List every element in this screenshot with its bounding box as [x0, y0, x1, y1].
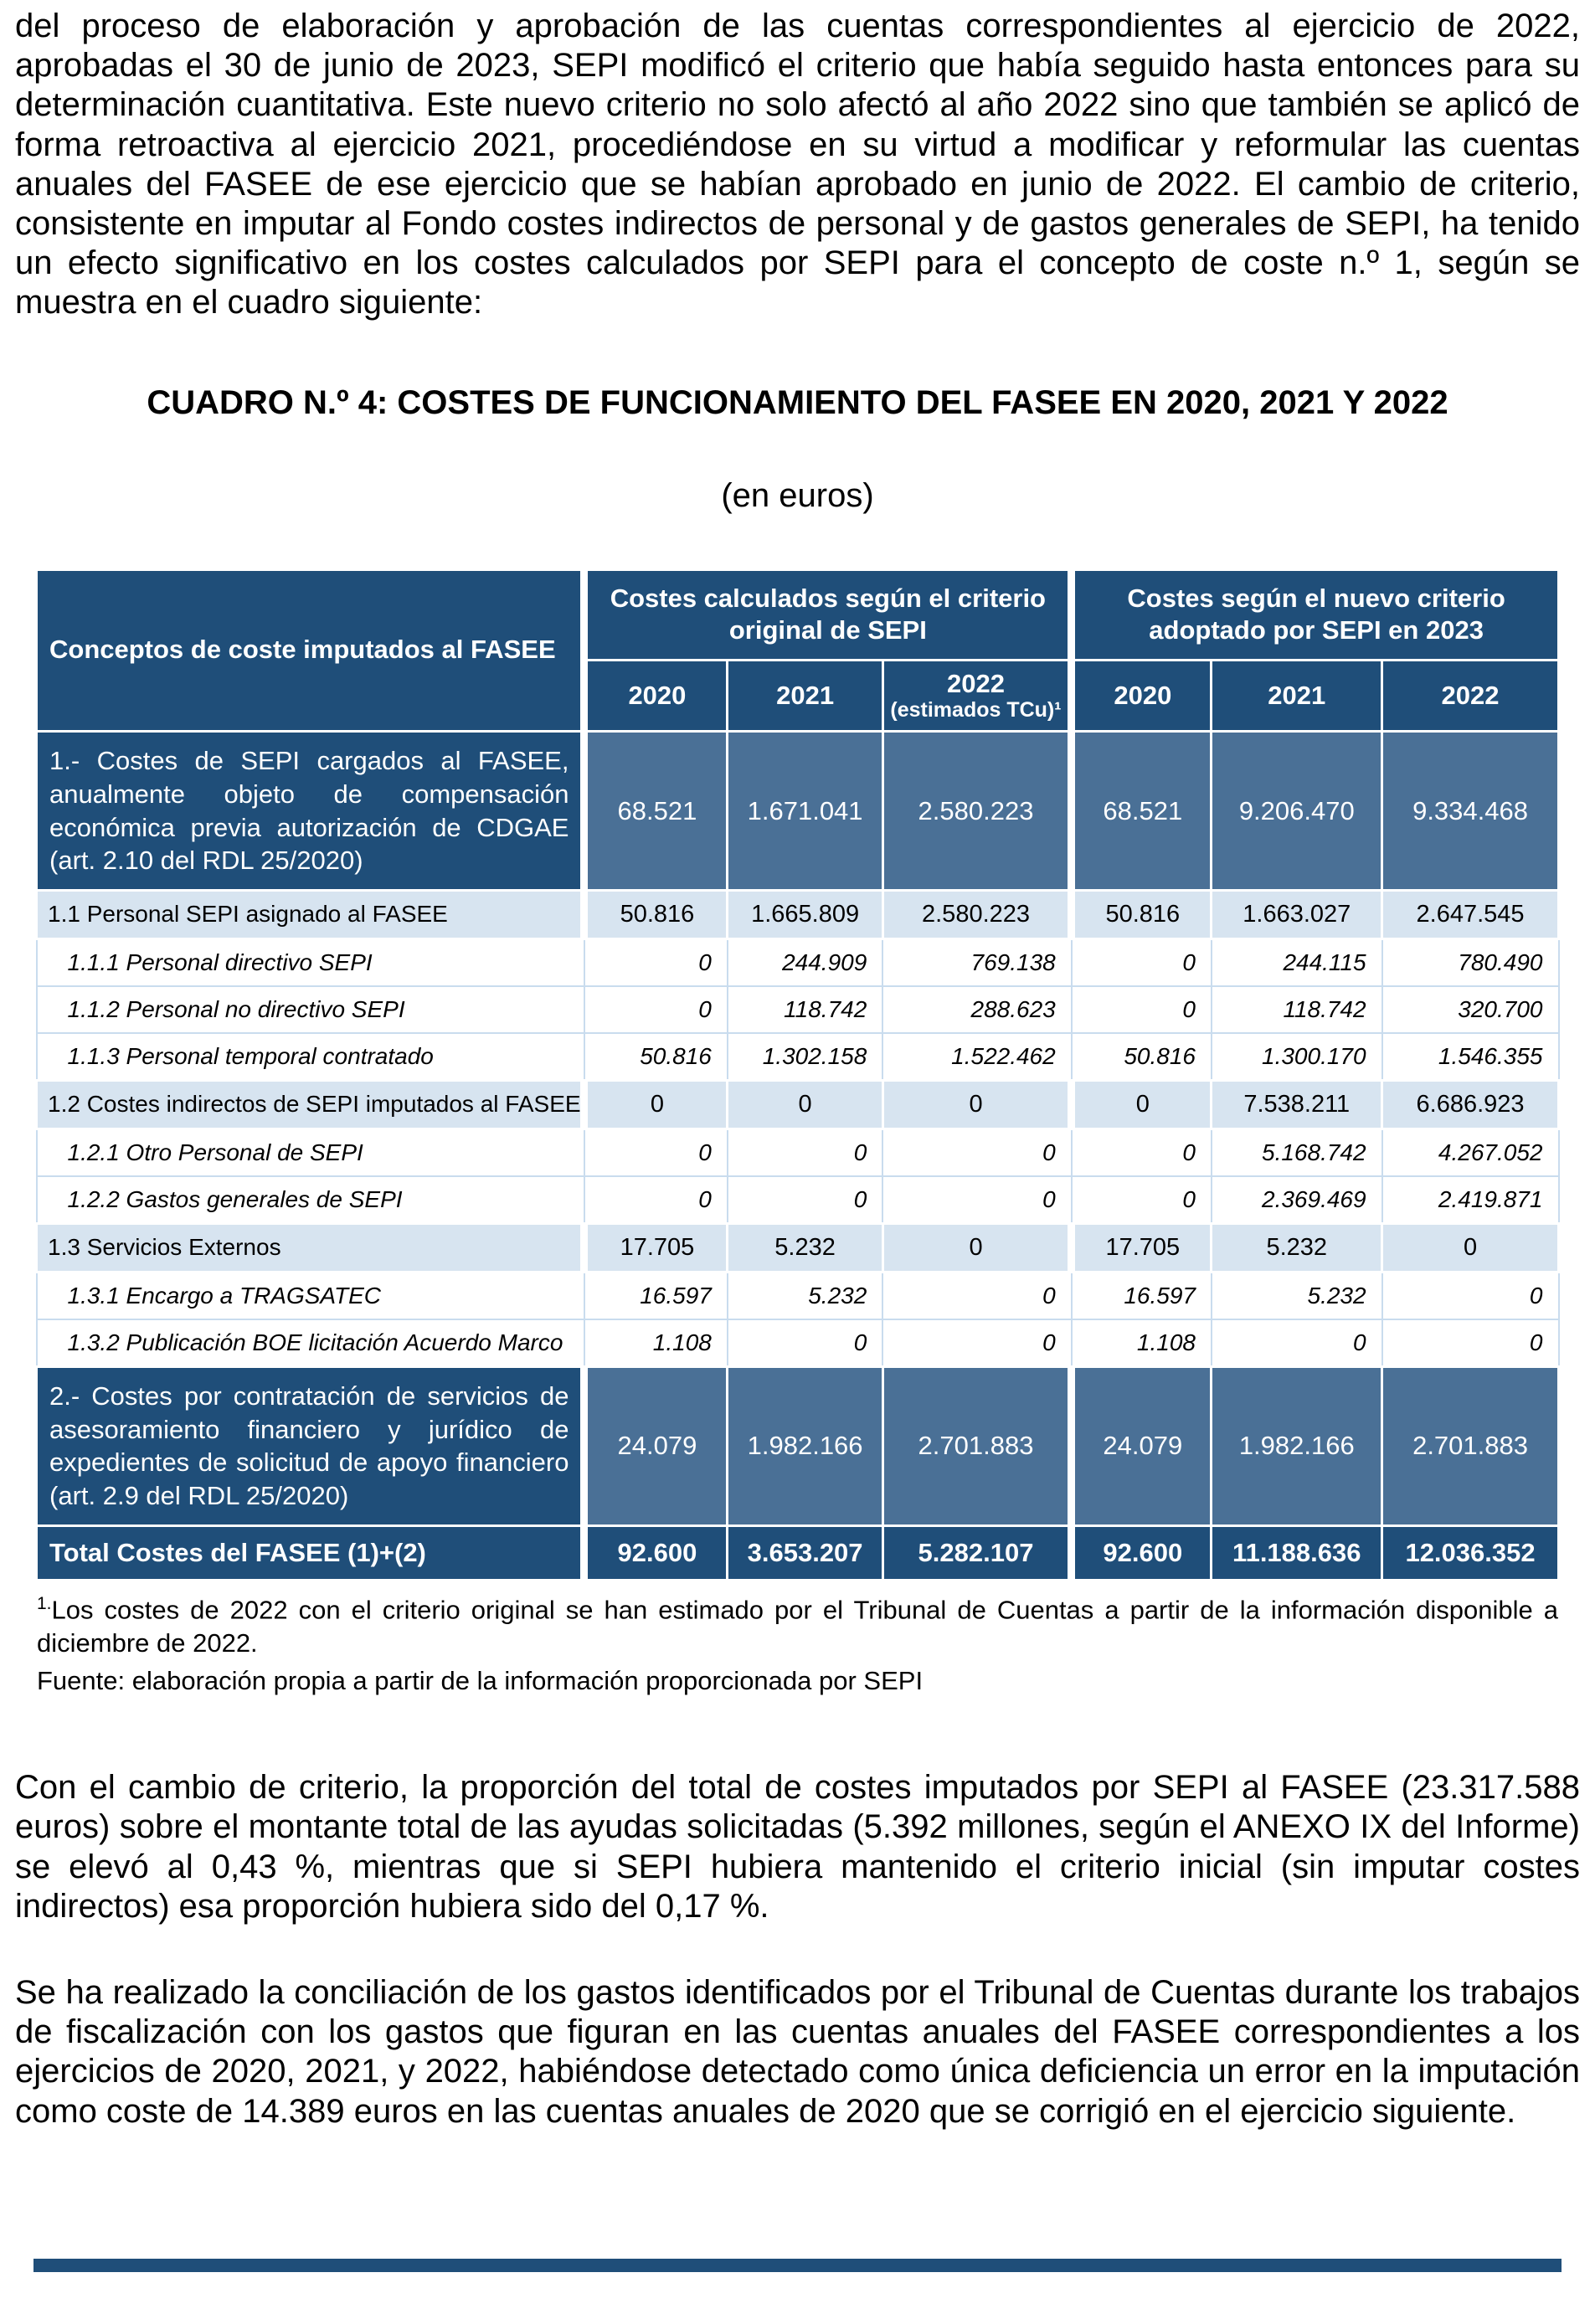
value-cell: 0	[882, 1176, 1071, 1224]
year-header-g2-2021: 2021	[1212, 661, 1382, 732]
year-label: 2022	[947, 669, 1005, 698]
value-cell: 92.600	[1072, 1525, 1212, 1580]
year-header-g1-2022-estimated	[882, 661, 1071, 732]
row-label: 1.2.1 Otro Personal de SEPI	[37, 1129, 584, 1176]
value-cell: 5.168.742	[1212, 1129, 1382, 1176]
value-cell: 2.701.883	[1382, 1366, 1559, 1525]
value-cell: 0	[1072, 986, 1212, 1033]
row-label: 1.1.3 Personal temporal contratado	[37, 1033, 584, 1081]
row-label: 1.2 Costes indirectos de SEPI imputados al FASEE	[37, 1080, 584, 1129]
value-cell: 1.671.041	[728, 732, 882, 891]
value-cell: 1.302.158	[728, 1033, 882, 1081]
table-row-1-3-2	[37, 1319, 1559, 1367]
value-cell: 288.623	[882, 986, 1071, 1033]
value-cell: 9.334.468	[1382, 732, 1559, 891]
value-cell: 320.700	[1382, 986, 1559, 1033]
table-row-1-1-3	[37, 1033, 1559, 1081]
value-cell: 2.419.871	[1382, 1176, 1559, 1224]
value-cell: 0	[882, 1319, 1071, 1367]
value-cell: 1.300.170	[1212, 1033, 1382, 1081]
table-footnote	[37, 1593, 1558, 1660]
value-cell: 2.701.883	[882, 1366, 1071, 1525]
row-label: 1.3 Servicios Externos	[37, 1223, 584, 1272]
year-header-g2-2020: 2020	[1072, 661, 1212, 732]
value-cell: 2.369.469	[1212, 1176, 1382, 1224]
value-cell: 2.647.545	[1382, 890, 1559, 938]
value-cell: 16.597	[584, 1272, 728, 1319]
value-cell: 118.742	[1212, 986, 1382, 1033]
table-row-1-3-1	[37, 1272, 1559, 1319]
value-cell: 0	[1072, 1176, 1212, 1224]
row-label: 1.1.2 Personal no directivo SEPI	[37, 986, 584, 1033]
value-cell: 4.267.052	[1382, 1129, 1559, 1176]
table-row-1-1-2	[37, 986, 1559, 1033]
value-cell: 9.206.470	[1212, 732, 1382, 891]
paragraph-proportion: Con el cambio de criterio, la proporción del total de costes imputados por SEPI al FASEE (23.317.588 euros) sobre el montante total de las ayudas solicitadas (5.392 millones, según el ANEXO IX del Informe) se elevó al 0,43 %, mientras que si SEPI hubiera mantenido el criterio inicial (sin imputar costes indirectos) esa proporción hubiera sido del 0,17 %.	[15, 1769, 1580, 1925]
row-label: Total Costes del FASEE (1)+(2)	[37, 1525, 584, 1580]
value-cell: 16.597	[1072, 1272, 1212, 1319]
value-cell: 17.705	[584, 1223, 728, 1272]
value-cell: 1.982.166	[1212, 1366, 1382, 1525]
value-cell: 1.522.462	[882, 1033, 1071, 1081]
row-label: 1.1.1 Personal directivo SEPI	[37, 938, 584, 986]
value-cell: 24.079	[1072, 1366, 1212, 1525]
value-cell: 3.653.207	[728, 1525, 882, 1580]
year-header-g2-2022: 2022	[1382, 661, 1559, 732]
value-cell: 0	[584, 1176, 728, 1224]
value-cell: 5.232	[728, 1223, 882, 1272]
table-row-1-2-2	[37, 1176, 1559, 1224]
value-cell: 0	[882, 1272, 1071, 1319]
table-row-1-2-1	[37, 1129, 1559, 1176]
group1-header: Costes calculados según el criterio original de SEPI	[584, 569, 1072, 661]
value-cell: 92.600	[584, 1525, 728, 1580]
value-cell: 0	[882, 1129, 1071, 1176]
value-cell: 0	[882, 1080, 1071, 1129]
table-source: Fuente: elaboración propia a partir de la información proporcionada por SEPI	[37, 1666, 924, 1696]
value-cell: 50.816	[584, 1033, 728, 1081]
value-cell: 68.521	[1072, 732, 1212, 891]
value-cell: 0	[728, 1319, 882, 1367]
row-label: 1.3.2 Publicación BOE licitación Acuerdo Marco	[37, 1319, 584, 1367]
year-header-g1-2021: 2021	[728, 661, 882, 732]
value-cell: 780.490	[1382, 938, 1559, 986]
value-cell: 244.115	[1212, 938, 1382, 986]
value-cell: 5.232	[1212, 1223, 1382, 1272]
row-label: 1.- Costes de SEPI cargados al FASEE, anualmente objeto de compensación económica previa autorización de CDGAE (art. 2.10 del RDL 25/2020)	[37, 732, 584, 891]
value-cell: 5.232	[728, 1272, 882, 1319]
concept-column-header: Conceptos de coste imputados al FASEE	[37, 569, 584, 732]
value-cell: 0	[584, 938, 728, 986]
value-cell: 0	[584, 1129, 728, 1176]
value-cell: 0	[1382, 1319, 1559, 1367]
table-row-1	[37, 732, 1559, 891]
value-cell: 0	[584, 986, 728, 1033]
value-cell: 769.138	[882, 938, 1071, 986]
paragraph-intro: del proceso de elaboración y aprobación de las cuentas correspondientes al ejercicio de 2022, aprobadas el 30 de junio de 2023, SEPI modificó el criterio que había seguido hasta entonces para su determinación cuantitativa. Este nuevo criterio no solo afectó al año 2022 sino que también se aplicó de forma retroactiva al ejercicio 2021, procediéndose en su virtud a modificar y reformular las cuentas anuales del FASEE de ese ejercicio que se habían aprobado en junio de 2022. El cambio de criterio, consistente en imputar al Fondo costes indirectos de personal y de gastos generales de SEPI, ha tenido un efecto significativo en los costes calculados por SEPI para el concepto de coste n.º 1, según se muestra en el cuadro siguiente:	[15, 8, 1580, 321]
value-cell: 0	[1382, 1272, 1559, 1319]
value-cell: 244.909	[728, 938, 882, 986]
table-row-1-2	[37, 1080, 1559, 1129]
value-cell: 7.538.211	[1212, 1080, 1382, 1129]
value-cell: 0	[584, 1080, 728, 1129]
value-cell: 24.079	[584, 1366, 728, 1525]
footnote-text: Los costes de 2022 con el criterio original se han estimado por el Tribunal de Cuentas a partir de la información disponible a diciembre de 2022.	[37, 1594, 1558, 1658]
costs-table-wrapper	[35, 568, 1560, 1581]
value-cell: 1.665.809	[728, 890, 882, 938]
table-row-1-3	[37, 1223, 1559, 1272]
row-label: 2.- Costes por contratación de servicios de asesoramiento financiero y jurídico de expedientes de solicitud de apoyo financiero (art. 2.9 del RDL 25/2020)	[37, 1366, 584, 1525]
value-cell: 50.816	[584, 890, 728, 938]
row-label: 1.3.1 Encargo a TRAGSATEC	[37, 1272, 584, 1319]
row-label: 1.1 Personal SEPI asignado al FASEE	[37, 890, 584, 938]
footnote-marker: 1.	[37, 1593, 52, 1613]
value-cell: 1.546.355	[1382, 1033, 1559, 1081]
value-cell: 2.580.223	[882, 732, 1071, 891]
value-cell: 50.816	[1072, 890, 1212, 938]
value-cell: 11.188.636	[1212, 1525, 1382, 1580]
table-row-1-1-1	[37, 938, 1559, 986]
footer-bar	[33, 2259, 1562, 2272]
value-cell: 6.686.923	[1382, 1080, 1559, 1129]
value-cell: 1.663.027	[1212, 890, 1382, 938]
table-group-header-row	[37, 569, 1559, 661]
table-row-2	[37, 1366, 1559, 1525]
value-cell: 1.108	[1072, 1319, 1212, 1367]
value-cell: 0	[1072, 938, 1212, 986]
value-cell: 0	[728, 1080, 882, 1129]
value-cell: 118.742	[728, 986, 882, 1033]
value-cell: 0	[728, 1176, 882, 1224]
value-cell: 0	[1072, 1080, 1212, 1129]
costs-table	[35, 568, 1560, 1581]
value-cell: 0	[1382, 1223, 1559, 1272]
value-cell: 0	[1072, 1129, 1212, 1176]
value-cell: 2.580.223	[882, 890, 1071, 938]
year-estimate-note: (estimados TCu)¹	[890, 697, 1062, 722]
value-cell: 0	[1212, 1319, 1382, 1367]
value-cell: 5.232	[1212, 1272, 1382, 1319]
value-cell: 68.521	[584, 732, 728, 891]
table-row-1-1	[37, 890, 1559, 938]
table-row-total	[37, 1525, 1559, 1580]
value-cell: 5.282.107	[882, 1525, 1071, 1580]
value-cell: 17.705	[1072, 1223, 1212, 1272]
table-title: CUADRO N.º 4: COSTES DE FUNCIONAMIENTO DEL FASEE EN 2020, 2021 Y 2022	[147, 383, 1448, 421]
paragraph-reconciliation: Se ha realizado la conciliación de los gastos identificados por el Tribunal de Cuentas durante los trabajos de fiscalización con los gastos que figuran en las cuentas anuales del FASEE correspondientes a los ejercicios de 2020, 2021, y 2022, habiéndose detectado como única deficiencia un error en la imputación como coste de 14.389 euros en las cuentas anuales de 2020 que se corrigió en el ejercicio siguiente.	[15, 1974, 1580, 2130]
group2-header: Costes según el nuevo criterio adoptado por SEPI en 2023	[1072, 569, 1559, 661]
value-cell: 0	[728, 1129, 882, 1176]
year-header-g1-2020: 2020	[584, 661, 728, 732]
value-cell: 0	[882, 1223, 1071, 1272]
row-label: 1.2.2 Gastos generales de SEPI	[37, 1176, 584, 1224]
value-cell: 1.982.166	[728, 1366, 882, 1525]
table-subtitle: (en euros)	[721, 476, 874, 514]
value-cell: 1.108	[584, 1319, 728, 1367]
value-cell: 12.036.352	[1382, 1525, 1559, 1580]
value-cell: 50.816	[1072, 1033, 1212, 1081]
